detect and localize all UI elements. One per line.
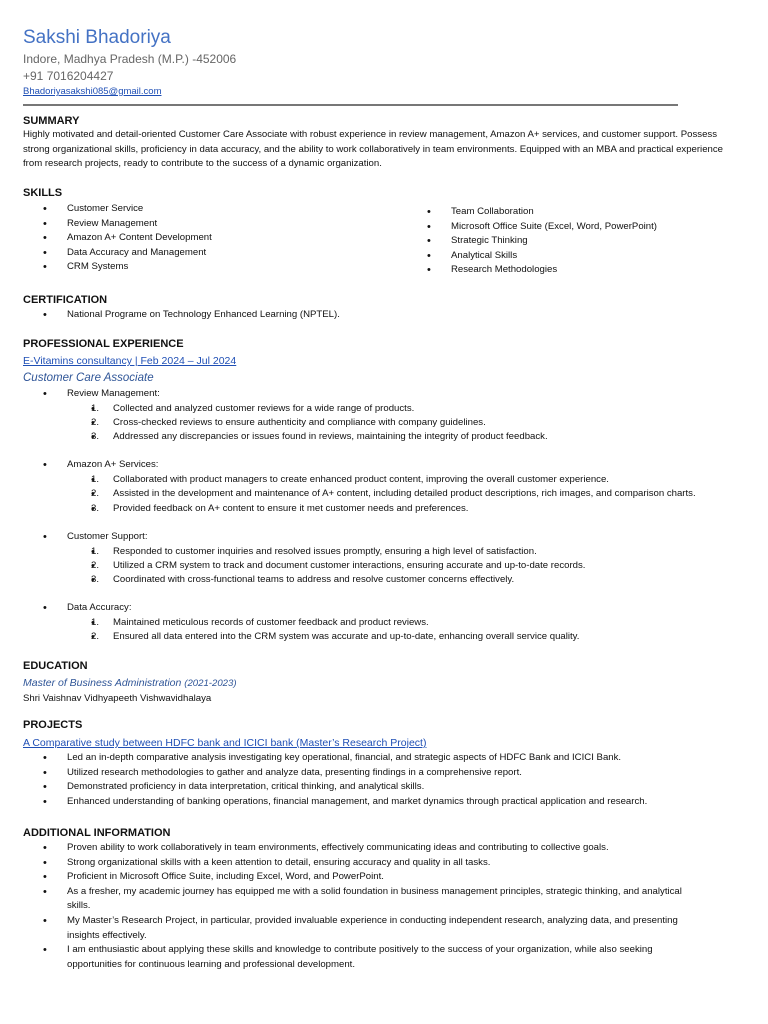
additional-heading: ADDITIONAL INFORMATION [23, 827, 171, 839]
duty-number: • 3. [91, 502, 100, 514]
skill-item: • Microsoft Office Suite (Excel, Word, PowerPoint) [427, 220, 757, 235]
skill-item: • Strategic Thinking [427, 234, 757, 249]
additional-info-item: • My Master’s Research Project, in particular, provided invaluable experience in conducting independent research, analyzing data, and presenting insights effectively. [43, 914, 693, 943]
duty-item [91, 502, 743, 516]
degree [23, 676, 237, 691]
duty-item [91, 630, 743, 644]
duty-text: Assisted in the development and maintenance of A+ content, including detailed product descriptions, rich images, and comparison charts. [113, 488, 696, 500]
experience-heading: PROFESSIONAL EXPERIENCE [23, 338, 184, 350]
duty-number: • 1. [91, 474, 100, 486]
header-divider [23, 104, 678, 106]
experience-duties-list [91, 402, 743, 445]
skill-item: • Analytical Skills [427, 249, 757, 264]
school-name: Shri Vaishnav Vidhyapeeth Vishwavidhalaya [23, 693, 212, 704]
duty-text: Cross-checked reviews to ensure authenticity and compliance with company guidelines. [113, 416, 486, 428]
duty-number: • 3. [91, 574, 100, 586]
project-bullet: • Utilized research methodologies to gather and analyze data, presenting findings in a comprehensive report. [43, 766, 743, 781]
additional-info-item: • Proficient in Microsoft Office Suite, including Excel, Word, and PowerPoint. [43, 870, 693, 885]
job-role: Customer Care Associate [23, 372, 154, 384]
additional-list [43, 841, 693, 972]
duty-text: Addressed any discrepancies or issues found in reviews, maintaining the integrity of product feedback. [113, 431, 548, 443]
duty-item [91, 545, 743, 559]
duty-text: Maintained meticulous records of customer feedback and product reviews. [113, 617, 429, 629]
project-bullet: • Demonstrated proficiency in data interpretation, critical thinking, and analytical skills. [43, 780, 743, 795]
additional-info-item: • Proven ability to work collaboratively in team environments, effectively communicating ideas and contributing to collective goals. [43, 841, 693, 856]
skill-item: • Team Collaboration [427, 205, 757, 220]
degree-years: (2021-2023) [184, 678, 237, 689]
certification-list [43, 308, 743, 323]
experience-group [43, 458, 743, 515]
project-title-link[interactable]: A Comparative study between HDFC bank and ICICI bank (Master’s Research Project) [23, 737, 427, 749]
project-list [43, 751, 743, 809]
company-link[interactable]: E-Vitamins consultancy | Feb 2024 – Jul 2024 [23, 355, 237, 367]
phone-number: +91 7016204427 [23, 69, 114, 83]
duty-text: Responded to customer inquiries and resolved issues promptly, ensuring a high level of satisfaction. [113, 545, 537, 557]
duty-number: • 1. [91, 545, 100, 557]
skill-item: • Amazon A+ Content Development [43, 231, 403, 246]
summary-heading: SUMMARY [23, 115, 80, 127]
experience-group [43, 387, 743, 444]
duty-item [91, 487, 743, 501]
duty-text: Collaborated with product managers to create enhanced product content, improving the overall customer experience. [113, 474, 609, 486]
certification-heading: CERTIFICATION [23, 294, 108, 306]
duty-text: Ensured all data entered into the CRM system was accurate and up-to-date, enhancing overall service quality. [113, 631, 580, 643]
skill-item: • CRM Systems [43, 260, 403, 275]
experience-group-heading: • Amazon A+ Services: [67, 459, 159, 471]
duty-number: • 1. [91, 402, 100, 414]
degree-name: Master of Business Administration [23, 677, 182, 689]
skills-list-right [427, 205, 757, 278]
skill-item: • Data Accuracy and Management [43, 246, 403, 261]
duty-number: • 1. [91, 617, 100, 629]
duty-item [91, 559, 743, 573]
skill-item: • Review Management [43, 217, 403, 232]
duty-item [91, 573, 743, 587]
experience-group-heading: • Review Management: [67, 388, 160, 399]
duty-item [91, 616, 743, 630]
duty-item [91, 430, 743, 444]
experience-group-heading: • Data Accuracy: [67, 602, 132, 614]
duty-text: Coordinated with cross-functional teams to address and resolve customer concerns effectively. [113, 574, 515, 586]
skill-item: • Customer Service [43, 202, 403, 217]
duty-number: • 2. [91, 559, 100, 571]
projects-heading: PROJECTS [23, 719, 83, 731]
duty-number: • 2. [91, 631, 100, 643]
experience-duties-list [91, 473, 743, 516]
summary-text: Highly motivated and detail-oriented Customer Care Associate with robust experience in review management, Amazon A+ services, and customer support. Possess strong organizational skills, proficiency in data accuracy, and the ability to work collaboratively in team environments. Equipped with an MBA and practical experience from research projects, ready to contribute to the success of a dynamic organization. [23, 129, 723, 169]
skill-item: • Research Methodologies [427, 263, 757, 278]
additional-info-item: • Strong organizational skills with a keen attention to detail, ensuring accuracy and quality in all tasks. [43, 856, 693, 871]
experience-group-heading: • Customer Support: [67, 530, 148, 542]
education-heading: EDUCATION [23, 660, 88, 672]
additional-info-item: • As a fresher, my academic journey has equipped me with a solid foundation in business management principles, strategic thinking, and analytical skills. [43, 885, 693, 914]
project-bullet: • Led an in-depth comparative analysis investigating key operational, financial, and strategic aspects of HDFC Bank and ICICI Bank. [43, 751, 743, 766]
candidate-name: Sakshi Bhadoriya [23, 27, 171, 48]
duty-number: • 2. [91, 488, 100, 500]
skills-list-left [43, 202, 403, 275]
address: Indore, Madhya Pradesh (M.P.) -452006 [23, 52, 237, 66]
additional-info-item: • I am enthusiastic about applying these skills and knowledge to contribute positively to the success of your organization, while also seeking opportunities for continuous learning and professional development. [43, 943, 693, 972]
duty-item [91, 473, 743, 487]
duty-text: Provided feedback on A+ content to ensure it met customer needs and preferences. [113, 502, 469, 514]
duty-text: Collected and analyzed customer reviews for a wide range of products. [113, 402, 415, 414]
duty-number: • 3. [91, 431, 100, 443]
email-link[interactable]: Bhadoriyasakshi085@gmail.com [23, 86, 162, 97]
experience-groups [43, 387, 743, 659]
experience-duties-list [91, 616, 743, 645]
project-bullet: • Enhanced understanding of banking operations, financial management, and market dynamics through practical application and research. [43, 795, 743, 810]
duty-item [91, 416, 743, 430]
experience-duties-list [91, 545, 743, 588]
experience-group [43, 530, 743, 587]
experience-group [43, 601, 743, 644]
duty-number: • 2. [91, 416, 100, 428]
duty-item [91, 402, 743, 416]
certification-item: • National Programe on Technology Enhanced Learning (NPTEL). [43, 308, 743, 323]
skills-heading: SKILLS [23, 187, 63, 199]
duty-text: Utilized a CRM system to track and document customer interactions, ensuring accurate and up-to-date records. [113, 559, 586, 571]
